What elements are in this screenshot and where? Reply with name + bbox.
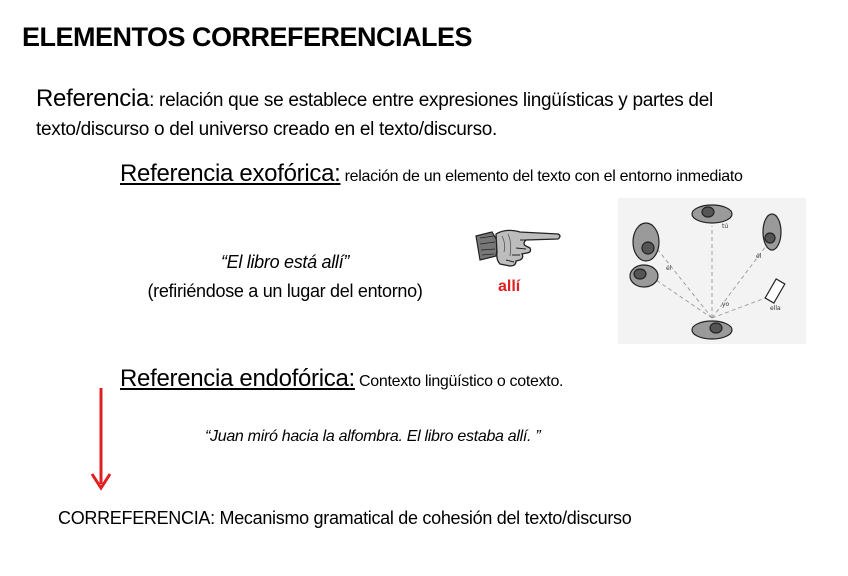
endoforica-paragraph: [120, 365, 760, 393]
exoforica-example-quote: “El libro está allí”: [220, 252, 350, 272]
pointing-hand-icon: [472, 222, 564, 279]
referencia-paragraph: [36, 84, 816, 144]
alli-label: allí: [498, 278, 521, 295]
figure-label-el-1: él: [756, 253, 762, 260]
exoforica-definition: relación de un elemento del texto con el entorno inmediato: [340, 168, 743, 185]
correferencia-line: CORREFERENCIA: Mecanismo gramatical de cohesión del texto/discurso: [58, 508, 632, 528]
figure-label-tu: tú: [722, 223, 729, 230]
referencia-definition: : relación que se establece entre expresiones lingüísticas y partes del texto/discurso o del universo creado en el texto/discurso.: [36, 90, 713, 140]
referencia-term: Referencia: [36, 85, 150, 112]
endoforica-definition: Contexto lingüístico o cotexto.: [354, 373, 564, 390]
exoforica-term: Referencia exofórica: [120, 160, 335, 187]
down-arrow-icon: [88, 388, 114, 499]
figure-label-yo: yo: [722, 301, 730, 308]
exoforica-example: [125, 248, 445, 306]
exoforica-paragraph: [120, 157, 780, 194]
speakers-diagram: [618, 198, 806, 349]
endoforica-term: Referencia endofórica: [120, 365, 349, 392]
figure-label-el-2: él: [666, 265, 672, 272]
endoforica-colon: :: [348, 365, 355, 392]
exoforica-colon: :: [334, 160, 341, 187]
exoforica-example-note: (refiriéndose a un lugar del entorno): [147, 281, 423, 301]
page-title: ELEMENTOS CORREFERENCIALES: [22, 22, 473, 52]
figure-label-ella: ella: [770, 305, 781, 312]
endoforica-example: “Juan miró hacia la alfombra. El libro estaba allí. ”: [205, 428, 541, 445]
